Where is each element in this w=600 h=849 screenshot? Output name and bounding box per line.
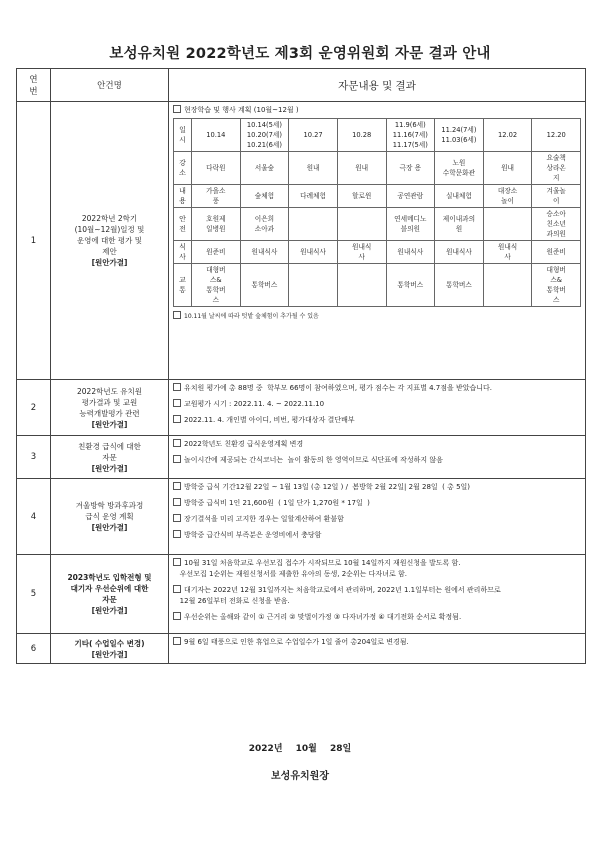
schedule-cell [289,264,338,307]
agenda-text: 2022학년도 유치원 평가결과 및 교원 능력개발평가 관련 [77,386,142,418]
result-text: 교원평가 시기 : 2022.11. 4. ~ 2022.11.10 [184,400,325,408]
schedule-cell: 다락원 [192,152,241,185]
checkbox-icon [173,514,181,522]
schedule-row-dates [174,119,581,152]
schedule-cell: 요술책 상라온 지 [532,152,581,185]
signature-date: 2022년 10월 28일 [248,744,352,754]
schedule-cell: 11.9(6세) 11.16(7세) 11.17(5세) [386,119,435,152]
agenda-cell [51,102,169,380]
table-row [17,479,586,555]
table-row [17,102,586,380]
row-number: 1 [17,102,51,380]
result-text: 놀이시간에 제공되는 간식코너는 놀이 활동의 한 영역이므로 식단표에 작성하지 않음 [184,456,443,464]
results-table [16,68,586,664]
schedule-cell: 원내식사 [289,241,338,264]
schedule-cell: 겨울놀 이 [532,185,581,208]
result-line [173,399,581,410]
checkbox-icon [173,455,181,463]
schedule-cell [483,264,532,307]
result-line [173,637,581,648]
result-line [173,612,581,623]
schedule-row-places [174,152,581,185]
schedule-cell [483,208,532,241]
checkbox-icon [173,482,181,490]
row-number: 3 [17,436,51,479]
schedule-cell: 연세메디노 블의원 [386,208,435,241]
schedule-cell: 통학버스 [386,264,435,307]
schedule-cell: 대형버 스& 통학버 스 [532,264,581,307]
table-header-row [17,69,586,102]
schedule-cell: 호원제 일병원 [192,208,241,241]
result-line: 10.11월 날씨에 따라 텃밭 숲체험이 추가될 수 있음 [173,311,581,322]
checkbox-icon [173,612,181,620]
agenda-cell [51,436,169,479]
schedule-row-header: 식 사 [174,241,192,264]
schedule-cell: 이은희 소아과 [240,208,289,241]
result-line [173,585,581,607]
schedule-cell [337,208,386,241]
result-cell [169,479,586,555]
row-number: 2 [17,380,51,436]
schedule-cell: 극장 용 [386,152,435,185]
result-text: 2022학년도 친환경 급식운영계획 변경 [184,440,304,448]
schedule-cell: 서울숲 [240,152,289,185]
result-line [173,530,581,541]
checkbox-icon [173,399,181,407]
schedule-cell: 대장소 놀이 [483,185,532,208]
result-line [173,439,581,450]
agenda-cell [51,479,169,555]
schedule-cell: 원내식사 [386,241,435,264]
schedule-cell: 10.14 [192,119,241,152]
schedule-cell: 제이내과의 원 [435,208,484,241]
checkbox-icon [173,585,181,593]
schedule-row-safety [174,208,581,241]
schedule-cell: 원내 [337,152,386,185]
schedule-cell: 원내식사 [240,241,289,264]
schedule-cell [337,264,386,307]
agenda-text: 2023학년도 입학전형 및 대기자 우선순위에 대한 자문 [67,573,152,604]
schedule-cell: 할로윈 [337,185,386,208]
checkbox-icon [173,439,181,447]
result-text: 10월 31일 처음학교로 우선모집 접수가 시작되므로 10월 14일까지 재원신청을 발도록 함. 우선모집 1순위는 재원신청서를 제출한 유아의 동생, 2순위는 다자녀로 함. [179,559,461,578]
result-text: 대기자는 2022년 12월 31일까지는 처음학교로에서 관리하며, 2022년 1.1일부터는 원에서 관리하므로 12월 26일부터 전화로 신청을 받음. [179,586,501,605]
checkbox-icon [173,498,181,506]
schedule-cell: 공연관람 [386,185,435,208]
row-number: 5 [17,555,51,634]
checkbox-icon [173,637,181,645]
checkbox-icon [173,558,181,566]
schedule-cell: 10.28 [337,119,386,152]
verdict: [원안가결] [91,419,128,429]
result-text: 유치원 평가에 총 88명 중 학부모 66명이 참여하였으며, 평가 점수는 각 지표별 4.7점을 받았습니다. [184,384,492,392]
schedule-cell: 원준비 [192,241,241,264]
verdict: [원안가결] [91,606,128,615]
checkbox-icon [173,105,181,113]
schedule-cell: 가을소 풍 [192,185,241,208]
result-text: 방학중 급식비 1인 21,600원 ( 1일 단가 1,270원 * 17일 ) [184,499,370,507]
schedule-cell: 승소아 친소년 과의원 [532,208,581,241]
agenda-text: 기타( 수업일수 변경) [74,638,145,648]
schedule-cell: 노원 수학문화관 [435,152,484,185]
schedule-row-header: 안 전 [174,208,192,241]
schedule-cell: 통학버스 [240,264,289,307]
schedule-cell: 원내식사 [435,241,484,264]
schedule-table [173,118,581,307]
result-cell [169,102,586,380]
schedule-row-transport [174,264,581,307]
schedule-cell: 숲체험 [240,185,289,208]
table-row [17,555,586,634]
page-title: 보성유치원 2022학년도 제3회 운영위원회 자문 결과 안내 [109,46,491,62]
verdict: [원안가결] [91,463,128,473]
result-text: 장기결석을 미리 고지한 경우는 일할계산하여 환불함 [184,515,344,523]
table-row [17,380,586,436]
row-number: 6 [17,634,51,664]
schedule-cell: 12.20 [532,119,581,152]
schedule-cell: 통학버스 [435,264,484,307]
header-no: 연 번 [17,69,51,102]
schedule-row-header: 교 통 [174,264,192,307]
schedule-row-header: 일 시 [174,119,192,152]
signer-name: 보성유치원장 [271,771,329,782]
result-text: 방학중 급식 기간12월 22일 ~ 1월 13일 (총 12일 ) / 봄방학 2월 22일| 2월 28일 ( 총 5일) [184,483,471,491]
schedule-cell: 원준비 [532,241,581,264]
result-text: 우선순위는 올해와 같이 ① 근거리 ② 맞벌이가정 ③ 다자녀가정 ④ 대기전화 순서로 확정됨. [184,613,462,621]
result-cell [169,380,586,436]
verdict: [원안가결] [91,258,128,267]
result-cell [169,634,586,664]
result-line [173,455,581,466]
agenda-text: 겨울방학 방과후과정 급식 운영 계획 [75,501,144,521]
result-line [173,514,581,525]
agenda-text: 2022학년 2학기 (10월~12월)일정 및 운영에 대한 평가 및 제안 [74,214,145,256]
result-line [173,383,581,394]
agenda-cell [51,380,169,436]
checkbox-icon [173,311,181,319]
agenda-text: 친환경 급식에 대한 자문 [78,441,141,462]
verdict: [원안가결] [91,649,128,659]
result-text: 방학중 급간식비 부족분은 운영비에서 충당함 [184,531,322,539]
schedule-cell: 원내식 사 [337,241,386,264]
schedule-cell: 대형버 스& 통학버 스 [192,264,241,307]
schedule-cell: 10.14(5세) 10.20(7세) 10.21(6세) [240,119,289,152]
schedule-row-header: 내 용 [174,185,192,208]
checkbox-icon [173,383,181,391]
result-text: 2022.11. 4. 개인별 아이디, 비번, 평가대상자 결단배부 [184,416,355,424]
result-line [173,482,581,493]
result-line [173,415,581,426]
verdict: [원안가결] [91,523,128,532]
result-line: 현장학습 및 행사 계획 (10월~12월 ) [173,105,581,116]
schedule-cell: 원내 [289,152,338,185]
header-agenda: 안건명 [51,69,169,102]
result-text: 9월 6일 태풍으로 인한 휴업으로 수업일수가 1일 줄어 총204일로 변경됨. [184,638,409,646]
schedule-cell: 실내체험 [435,185,484,208]
result-line [173,558,581,580]
schedule-row-header: 강 소 [174,152,192,185]
schedule-cell: 12.02 [483,119,532,152]
result-line [173,498,581,509]
row-number: 4 [17,479,51,555]
checkbox-icon [173,530,181,538]
schedule-cell [289,208,338,241]
table-row [17,436,586,479]
agenda-cell [51,555,169,634]
schedule-cell: 원내 [483,152,532,185]
header-result: 자문내용 및 결과 [169,69,586,102]
schedule-cell: 10.27 [289,119,338,152]
schedule-cell: 11.24(7세) 11.03(6세) [435,119,484,152]
schedule-row-meals [174,241,581,264]
schedule-cell: 다례체험 [289,185,338,208]
checkbox-icon [173,415,181,423]
result-cell [169,436,586,479]
result-cell [169,555,586,634]
table-row [17,634,586,664]
schedule-cell: 원내식 사 [483,241,532,264]
schedule-row-contents [174,185,581,208]
agenda-cell [51,634,169,664]
